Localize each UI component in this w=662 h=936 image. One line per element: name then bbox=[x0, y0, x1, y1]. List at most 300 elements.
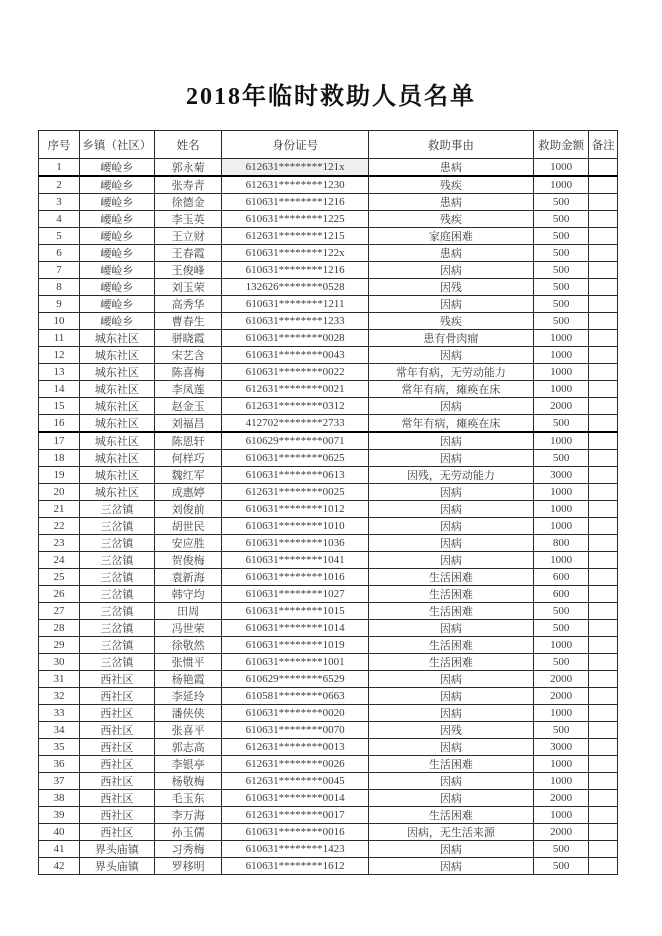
table-row bbox=[39, 756, 618, 773]
cell-remarks bbox=[589, 381, 618, 398]
table-row bbox=[39, 432, 618, 450]
cell-remarks bbox=[589, 159, 618, 177]
cell-township: 界头庙镇 bbox=[79, 858, 154, 875]
cell-serial-number: 3 bbox=[39, 194, 80, 211]
cell-id-number: 612631********0021 bbox=[222, 381, 369, 398]
cell-name: 刘俊前 bbox=[154, 501, 222, 518]
cell-remarks bbox=[589, 807, 618, 824]
cell-reason: 因病 bbox=[368, 671, 533, 688]
cell-township: 崾崄乡 bbox=[79, 296, 154, 313]
cell-id-number: 610631********1216 bbox=[222, 194, 369, 211]
header-remarks: 备注 bbox=[589, 131, 618, 159]
cell-name: 刘福昌 bbox=[154, 415, 222, 433]
cell-township: 崾崄乡 bbox=[79, 176, 154, 194]
cell-amount: 500 bbox=[533, 296, 588, 313]
cell-id-number: 612631********1230 bbox=[222, 176, 369, 194]
cell-id-number: 610631********1010 bbox=[222, 518, 369, 535]
cell-township: 城东社区 bbox=[79, 364, 154, 381]
cell-reason: 因病 bbox=[368, 790, 533, 807]
cell-serial-number: 20 bbox=[39, 484, 80, 501]
cell-reason: 因病 bbox=[368, 535, 533, 552]
table-row bbox=[39, 398, 618, 415]
cell-serial-number: 24 bbox=[39, 552, 80, 569]
cell-id-number: 610631********1015 bbox=[222, 603, 369, 620]
cell-id-number: 610631********1016 bbox=[222, 569, 369, 586]
cell-name: 陈恩轩 bbox=[154, 432, 222, 450]
table-row bbox=[39, 654, 618, 671]
cell-serial-number: 28 bbox=[39, 620, 80, 637]
cell-id-number: 610631********1216 bbox=[222, 262, 369, 279]
cell-reason: 患病 bbox=[368, 245, 533, 262]
cell-township: 城东社区 bbox=[79, 415, 154, 433]
cell-amount: 3000 bbox=[533, 467, 588, 484]
cell-id-number: 610631********0625 bbox=[222, 450, 369, 467]
cell-remarks bbox=[589, 279, 618, 296]
cell-serial-number: 13 bbox=[39, 364, 80, 381]
cell-serial-number: 22 bbox=[39, 518, 80, 535]
cell-amount: 800 bbox=[533, 535, 588, 552]
cell-id-number: 610631********0016 bbox=[222, 824, 369, 841]
cell-reason: 患病 bbox=[368, 194, 533, 211]
cell-reason: 因病 bbox=[368, 262, 533, 279]
cell-serial-number: 37 bbox=[39, 773, 80, 790]
cell-name: 成惠婷 bbox=[154, 484, 222, 501]
cell-serial-number: 30 bbox=[39, 654, 80, 671]
cell-township: 三岔镇 bbox=[79, 620, 154, 637]
cell-serial-number: 33 bbox=[39, 705, 80, 722]
table-row bbox=[39, 245, 618, 262]
cell-reason: 因病 bbox=[368, 518, 533, 535]
cell-id-number: 610631********0020 bbox=[222, 705, 369, 722]
cell-remarks bbox=[589, 398, 618, 415]
cell-serial-number: 11 bbox=[39, 330, 80, 347]
cell-name: 杨敬梅 bbox=[154, 773, 222, 790]
cell-reason: 生活困难 bbox=[368, 654, 533, 671]
cell-reason: 生活困难 bbox=[368, 603, 533, 620]
cell-serial-number: 5 bbox=[39, 228, 80, 245]
cell-amount: 1000 bbox=[533, 330, 588, 347]
cell-remarks bbox=[589, 245, 618, 262]
cell-amount: 2000 bbox=[533, 824, 588, 841]
cell-amount: 1000 bbox=[533, 637, 588, 654]
cell-serial-number: 35 bbox=[39, 739, 80, 756]
cell-id-number: 612631********0045 bbox=[222, 773, 369, 790]
cell-serial-number: 26 bbox=[39, 586, 80, 603]
cell-name: 张寿青 bbox=[154, 176, 222, 194]
cell-name: 陈喜梅 bbox=[154, 364, 222, 381]
cell-id-number: 610631********1027 bbox=[222, 586, 369, 603]
cell-amount: 500 bbox=[533, 228, 588, 245]
cell-serial-number: 38 bbox=[39, 790, 80, 807]
cell-reason: 因病 bbox=[368, 688, 533, 705]
table-row bbox=[39, 807, 618, 824]
cell-amount: 500 bbox=[533, 858, 588, 875]
cell-id-number: 610629********6529 bbox=[222, 671, 369, 688]
table-row bbox=[39, 501, 618, 518]
cell-id-number: 610581********0663 bbox=[222, 688, 369, 705]
cell-name: 魏红军 bbox=[154, 467, 222, 484]
cell-remarks bbox=[589, 364, 618, 381]
cell-amount: 3000 bbox=[533, 739, 588, 756]
cell-id-number: 610631********1612 bbox=[222, 858, 369, 875]
table-row bbox=[39, 467, 618, 484]
table-row bbox=[39, 858, 618, 875]
cell-name: 张喜平 bbox=[154, 722, 222, 739]
cell-amount: 1000 bbox=[533, 518, 588, 535]
cell-id-number: 610631********0043 bbox=[222, 347, 369, 364]
cell-serial-number: 21 bbox=[39, 501, 80, 518]
cell-id-number: 612631********0026 bbox=[222, 756, 369, 773]
cell-name: 郭志高 bbox=[154, 739, 222, 756]
cell-reason: 常年有病，瘫痪在床 bbox=[368, 415, 533, 433]
cell-township: 城东社区 bbox=[79, 330, 154, 347]
cell-remarks bbox=[589, 211, 618, 228]
cell-id-number: 610631********1225 bbox=[222, 211, 369, 228]
cell-reason: 因病 bbox=[368, 296, 533, 313]
cell-township: 三岔镇 bbox=[79, 552, 154, 569]
cell-reason: 因病 bbox=[368, 739, 533, 756]
cell-id-number: 612631********0312 bbox=[222, 398, 369, 415]
header-reason: 救助事由 bbox=[368, 131, 533, 159]
header-id-number: 身份证号 bbox=[222, 131, 369, 159]
cell-amount: 500 bbox=[533, 620, 588, 637]
cell-serial-number: 40 bbox=[39, 824, 80, 841]
cell-remarks bbox=[589, 415, 618, 433]
cell-reason: 因病 bbox=[368, 501, 533, 518]
table-row bbox=[39, 722, 618, 739]
cell-remarks bbox=[589, 654, 618, 671]
cell-remarks bbox=[589, 313, 618, 330]
cell-township: 西社区 bbox=[79, 824, 154, 841]
cell-reason: 因残，无劳动能力 bbox=[368, 467, 533, 484]
table-row bbox=[39, 671, 618, 688]
cell-id-number: 610631********0613 bbox=[222, 467, 369, 484]
cell-amount: 600 bbox=[533, 586, 588, 603]
cell-remarks bbox=[589, 722, 618, 739]
cell-amount: 500 bbox=[533, 603, 588, 620]
table-row bbox=[39, 705, 618, 722]
cell-amount: 600 bbox=[533, 569, 588, 586]
cell-remarks bbox=[589, 688, 618, 705]
cell-township: 崾崄乡 bbox=[79, 279, 154, 296]
table-row bbox=[39, 773, 618, 790]
cell-serial-number: 39 bbox=[39, 807, 80, 824]
cell-remarks bbox=[589, 432, 618, 450]
cell-remarks bbox=[589, 620, 618, 637]
cell-township: 崾崄乡 bbox=[79, 228, 154, 245]
cell-id-number: 610631********1233 bbox=[222, 313, 369, 330]
cell-township: 城东社区 bbox=[79, 347, 154, 364]
table-row bbox=[39, 586, 618, 603]
cell-remarks bbox=[589, 671, 618, 688]
cell-id-number: 612631********1215 bbox=[222, 228, 369, 245]
table-row bbox=[39, 535, 618, 552]
cell-amount: 500 bbox=[533, 211, 588, 228]
table-row bbox=[39, 620, 618, 637]
cell-id-number: 610631********1014 bbox=[222, 620, 369, 637]
cell-id-number: 132626********0528 bbox=[222, 279, 369, 296]
cell-serial-number: 19 bbox=[39, 467, 80, 484]
cell-township: 城东社区 bbox=[79, 484, 154, 501]
cell-remarks bbox=[589, 450, 618, 467]
table-row bbox=[39, 637, 618, 654]
cell-id-number: 610631********0014 bbox=[222, 790, 369, 807]
cell-name: 毛玉东 bbox=[154, 790, 222, 807]
cell-remarks bbox=[589, 824, 618, 841]
cell-reason: 因病 bbox=[368, 347, 533, 364]
table-row bbox=[39, 824, 618, 841]
cell-amount: 500 bbox=[533, 245, 588, 262]
cell-amount: 500 bbox=[533, 841, 588, 858]
cell-amount: 1000 bbox=[533, 484, 588, 501]
cell-remarks bbox=[589, 841, 618, 858]
cell-id-number: 610631********1211 bbox=[222, 296, 369, 313]
table-row bbox=[39, 484, 618, 501]
cell-township: 三岔镇 bbox=[79, 586, 154, 603]
cell-name: 王俊峰 bbox=[154, 262, 222, 279]
cell-name: 安应胜 bbox=[154, 535, 222, 552]
cell-remarks bbox=[589, 330, 618, 347]
cell-reason: 患有骨肉瘤 bbox=[368, 330, 533, 347]
cell-township: 崾崄乡 bbox=[79, 245, 154, 262]
table-row bbox=[39, 279, 618, 296]
cell-township: 城东社区 bbox=[79, 398, 154, 415]
cell-name: 张惯平 bbox=[154, 654, 222, 671]
cell-remarks bbox=[589, 296, 618, 313]
cell-name: 杨艳霞 bbox=[154, 671, 222, 688]
cell-id-number: 612631********0017 bbox=[222, 807, 369, 824]
header-amount: 救助金额 bbox=[533, 131, 588, 159]
cell-serial-number: 17 bbox=[39, 432, 80, 450]
cell-township: 城东社区 bbox=[79, 432, 154, 450]
cell-serial-number: 4 bbox=[39, 211, 80, 228]
cell-name: 高秀华 bbox=[154, 296, 222, 313]
cell-id-number: 610631********0028 bbox=[222, 330, 369, 347]
table-row bbox=[39, 739, 618, 756]
cell-remarks bbox=[589, 176, 618, 194]
cell-township: 崾崄乡 bbox=[79, 313, 154, 330]
cell-remarks bbox=[589, 705, 618, 722]
table-row bbox=[39, 228, 618, 245]
cell-amount: 2000 bbox=[533, 790, 588, 807]
cell-remarks bbox=[589, 637, 618, 654]
cell-reason: 生活困难 bbox=[368, 586, 533, 603]
table-row bbox=[39, 159, 618, 177]
cell-serial-number: 31 bbox=[39, 671, 80, 688]
cell-reason: 因病，无生活来源 bbox=[368, 824, 533, 841]
cell-name: 贺俊梅 bbox=[154, 552, 222, 569]
cell-remarks bbox=[589, 586, 618, 603]
cell-remarks bbox=[589, 790, 618, 807]
cell-serial-number: 34 bbox=[39, 722, 80, 739]
cell-amount: 500 bbox=[533, 279, 588, 296]
cell-township: 三岔镇 bbox=[79, 569, 154, 586]
table-row bbox=[39, 518, 618, 535]
cell-reason: 生活困难 bbox=[368, 637, 533, 654]
cell-amount: 1000 bbox=[533, 159, 588, 177]
cell-township: 三岔镇 bbox=[79, 603, 154, 620]
cell-township: 崾崄乡 bbox=[79, 262, 154, 279]
cell-id-number: 412702********2733 bbox=[222, 415, 369, 433]
cell-amount: 1000 bbox=[533, 807, 588, 824]
cell-serial-number: 12 bbox=[39, 347, 80, 364]
table-row bbox=[39, 262, 618, 279]
cell-reason: 家庭困难 bbox=[368, 228, 533, 245]
cell-amount: 1000 bbox=[533, 432, 588, 450]
table-header-row bbox=[39, 131, 618, 159]
table-row bbox=[39, 790, 618, 807]
cell-serial-number: 7 bbox=[39, 262, 80, 279]
cell-serial-number: 27 bbox=[39, 603, 80, 620]
cell-township: 西社区 bbox=[79, 671, 154, 688]
cell-name: 王立财 bbox=[154, 228, 222, 245]
table-row bbox=[39, 450, 618, 467]
header-serial-number: 序号 bbox=[39, 131, 80, 159]
cell-name: 潘侠侠 bbox=[154, 705, 222, 722]
cell-remarks bbox=[589, 518, 618, 535]
cell-amount: 1000 bbox=[533, 705, 588, 722]
cell-name: 习秀梅 bbox=[154, 841, 222, 858]
cell-township: 西社区 bbox=[79, 739, 154, 756]
cell-remarks bbox=[589, 467, 618, 484]
cell-serial-number: 2 bbox=[39, 176, 80, 194]
cell-id-number: 612631********0025 bbox=[222, 484, 369, 501]
cell-township: 西社区 bbox=[79, 773, 154, 790]
table-row bbox=[39, 841, 618, 858]
cell-remarks bbox=[589, 756, 618, 773]
cell-amount: 500 bbox=[533, 194, 588, 211]
table-row bbox=[39, 194, 618, 211]
cell-amount: 2000 bbox=[533, 398, 588, 415]
cell-amount: 2000 bbox=[533, 688, 588, 705]
cell-name: 李玉英 bbox=[154, 211, 222, 228]
cell-name: 刘玉荣 bbox=[154, 279, 222, 296]
cell-township: 西社区 bbox=[79, 790, 154, 807]
cell-township: 西社区 bbox=[79, 722, 154, 739]
table-row bbox=[39, 330, 618, 347]
cell-township: 三岔镇 bbox=[79, 518, 154, 535]
cell-id-number: 610631********122x bbox=[222, 245, 369, 262]
cell-reason: 因残 bbox=[368, 722, 533, 739]
cell-amount: 1000 bbox=[533, 756, 588, 773]
cell-amount: 500 bbox=[533, 450, 588, 467]
cell-township: 崾崄乡 bbox=[79, 159, 154, 177]
cell-amount: 1000 bbox=[533, 364, 588, 381]
cell-id-number: 610631********1012 bbox=[222, 501, 369, 518]
page-title: 2018年临时救助人员名单 bbox=[186, 84, 476, 110]
cell-reason: 残疾 bbox=[368, 176, 533, 194]
cell-remarks bbox=[589, 773, 618, 790]
cell-name: 郭永菊 bbox=[154, 159, 222, 177]
cell-serial-number: 29 bbox=[39, 637, 80, 654]
cell-remarks bbox=[589, 739, 618, 756]
cell-reason: 因病 bbox=[368, 705, 533, 722]
cell-township: 西社区 bbox=[79, 807, 154, 824]
cell-township: 西社区 bbox=[79, 705, 154, 722]
header-name: 姓名 bbox=[154, 131, 222, 159]
cell-reason: 残疾 bbox=[368, 313, 533, 330]
cell-amount: 1000 bbox=[533, 501, 588, 518]
cell-name: 徐敬然 bbox=[154, 637, 222, 654]
cell-amount: 1000 bbox=[533, 347, 588, 364]
cell-township: 城东社区 bbox=[79, 450, 154, 467]
cell-id-number: 610631********1019 bbox=[222, 637, 369, 654]
cell-reason: 因病 bbox=[368, 773, 533, 790]
cell-reason: 因病 bbox=[368, 398, 533, 415]
cell-remarks bbox=[589, 858, 618, 875]
cell-name: 李凤莲 bbox=[154, 381, 222, 398]
cell-id-number: 610631********1041 bbox=[222, 552, 369, 569]
table-row bbox=[39, 688, 618, 705]
cell-serial-number: 15 bbox=[39, 398, 80, 415]
table-row bbox=[39, 603, 618, 620]
cell-remarks bbox=[589, 535, 618, 552]
cell-amount: 1000 bbox=[533, 381, 588, 398]
cell-id-number: 612631********0013 bbox=[222, 739, 369, 756]
cell-name: 曹春生 bbox=[154, 313, 222, 330]
cell-reason: 因病 bbox=[368, 484, 533, 501]
table-row bbox=[39, 211, 618, 228]
cell-township: 西社区 bbox=[79, 688, 154, 705]
cell-serial-number: 14 bbox=[39, 381, 80, 398]
cell-name: 韩守均 bbox=[154, 586, 222, 603]
cell-id-number: 612631********121x bbox=[222, 159, 369, 177]
cell-township: 三岔镇 bbox=[79, 535, 154, 552]
cell-remarks bbox=[589, 501, 618, 518]
cell-serial-number: 23 bbox=[39, 535, 80, 552]
table-row bbox=[39, 381, 618, 398]
cell-reason: 常年有病，无劳动能力 bbox=[368, 364, 533, 381]
table-row bbox=[39, 296, 618, 313]
cell-name: 李延玲 bbox=[154, 688, 222, 705]
table-row bbox=[39, 313, 618, 330]
cell-name: 田周 bbox=[154, 603, 222, 620]
cell-serial-number: 8 bbox=[39, 279, 80, 296]
cell-name: 李银亭 bbox=[154, 756, 222, 773]
cell-serial-number: 41 bbox=[39, 841, 80, 858]
cell-serial-number: 16 bbox=[39, 415, 80, 433]
table-row bbox=[39, 552, 618, 569]
cell-remarks bbox=[589, 347, 618, 364]
cell-reason: 生活困难 bbox=[368, 756, 533, 773]
cell-serial-number: 25 bbox=[39, 569, 80, 586]
cell-name: 胡世民 bbox=[154, 518, 222, 535]
cell-remarks bbox=[589, 552, 618, 569]
cell-serial-number: 36 bbox=[39, 756, 80, 773]
cell-remarks bbox=[589, 228, 618, 245]
cell-id-number: 610631********1423 bbox=[222, 841, 369, 858]
cell-name: 李万海 bbox=[154, 807, 222, 824]
cell-township: 崾崄乡 bbox=[79, 194, 154, 211]
cell-name: 冯世荣 bbox=[154, 620, 222, 637]
cell-amount: 1000 bbox=[533, 773, 588, 790]
cell-township: 城东社区 bbox=[79, 381, 154, 398]
cell-name: 宋艺含 bbox=[154, 347, 222, 364]
table-body bbox=[39, 159, 618, 875]
cell-name: 骈晓霞 bbox=[154, 330, 222, 347]
cell-township: 三岔镇 bbox=[79, 654, 154, 671]
assistance-roster-table bbox=[38, 130, 618, 875]
cell-id-number: 610629********0071 bbox=[222, 432, 369, 450]
cell-reason: 残疾 bbox=[368, 211, 533, 228]
cell-township: 城东社区 bbox=[79, 467, 154, 484]
cell-name: 徐德金 bbox=[154, 194, 222, 211]
cell-amount: 2000 bbox=[533, 671, 588, 688]
header-township: 乡镇（社区） bbox=[79, 131, 154, 159]
cell-serial-number: 42 bbox=[39, 858, 80, 875]
table-row bbox=[39, 569, 618, 586]
cell-serial-number: 32 bbox=[39, 688, 80, 705]
